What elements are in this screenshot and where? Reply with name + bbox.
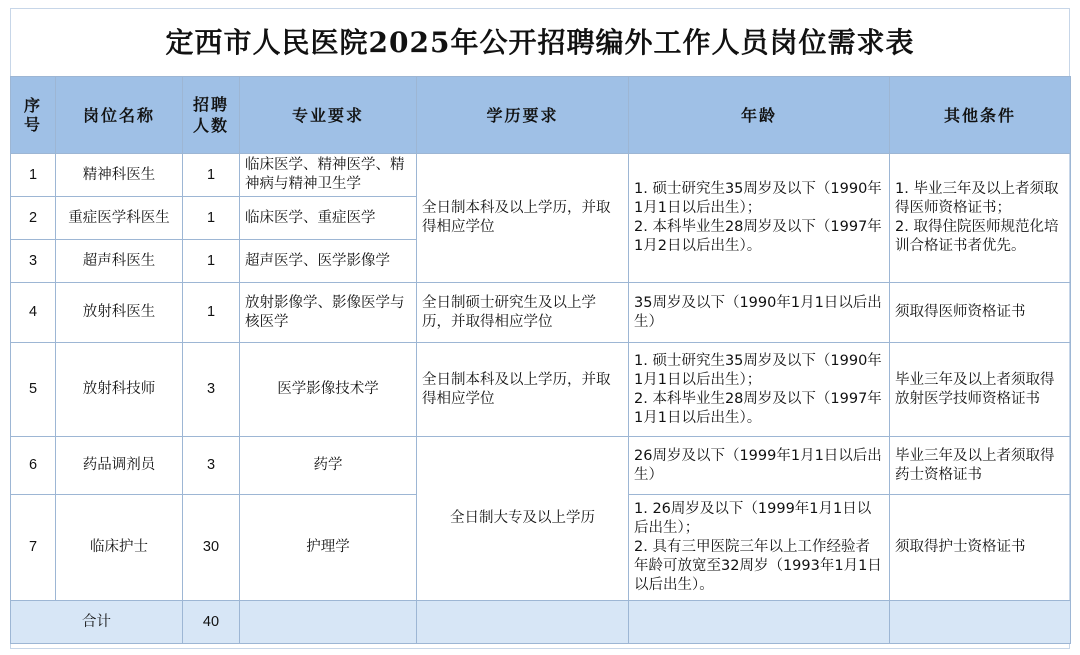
cell-position: 药品调剂员 — [56, 437, 183, 495]
cell-other: 须取得医师资格证书 — [890, 283, 1071, 343]
cell-age: 26周岁及以下（1999年1月1日以后出生） — [629, 437, 890, 495]
cell-count: 1 — [183, 197, 240, 240]
total-empty-cell — [629, 601, 890, 644]
header-major: 专业要求 — [240, 77, 417, 154]
total-empty-cell — [890, 601, 1071, 644]
cell-education: 全日制硕士研究生及以上学历，并取得相应学位 — [417, 283, 629, 343]
cell-position: 放射科医生 — [56, 283, 183, 343]
header-count-line2: 人数 — [192, 116, 229, 135]
cell-other: 毕业三年及以上者须取得放射医学技师资格证书 — [890, 343, 1071, 437]
table-row — [11, 154, 1071, 197]
cell-count: 1 — [183, 154, 240, 197]
cell-major: 药学 — [240, 437, 417, 495]
cell-education: 全日制本科及以上学历，并取得相应学位 — [417, 154, 629, 283]
header-other: 其他条件 — [890, 77, 1071, 154]
cell-position: 精神科医生 — [56, 154, 183, 197]
total-empty-cell — [417, 601, 629, 644]
cell-other: 毕业三年及以上者须取得药士资格证书 — [890, 437, 1071, 495]
cell-age: 1. 硕士研究生35周岁及以下（1990年1月1日以后出生）； 2. 本科毕业生28周岁及以下（1997年1月1日以后出生）。 — [629, 343, 890, 437]
cell-count: 3 — [183, 437, 240, 495]
cell-other: 1. 毕业三年及以上者须取得医师资格证书； 2. 取得住院医师规范化培训合格证书者优先。 — [890, 154, 1071, 283]
page-title: 定西市人民医院2025年公开招聘编外工作人员岗位需求表 — [165, 26, 915, 59]
total-empty-cell — [240, 601, 417, 644]
table-header-row — [11, 77, 1071, 154]
cell-seq: 2 — [11, 197, 56, 240]
cell-seq: 5 — [11, 343, 56, 437]
cell-major: 临床医学、重症医学 — [240, 197, 417, 240]
cell-age: 35周岁及以下（1990年1月1日以后出生） — [629, 283, 890, 343]
cell-position: 放射科技师 — [56, 343, 183, 437]
cell-seq: 3 — [11, 240, 56, 283]
cell-position: 超声科医生 — [56, 240, 183, 283]
total-count: 40 — [183, 601, 240, 644]
header-count — [183, 77, 240, 154]
cell-other: 须取得护士资格证书 — [890, 495, 1071, 601]
cell-seq: 1 — [11, 154, 56, 197]
header-education: 学历要求 — [417, 77, 629, 154]
table-row — [11, 283, 1071, 343]
cell-position: 临床护士 — [56, 495, 183, 601]
cell-education: 全日制大专及以上学历 — [417, 437, 629, 601]
header-seq: 序号 — [11, 77, 56, 154]
job-requirements-table — [10, 76, 1071, 644]
header-age: 年龄 — [629, 77, 890, 154]
total-row — [11, 601, 1071, 644]
cell-count: 1 — [183, 240, 240, 283]
cell-seq: 7 — [11, 495, 56, 601]
cell-count: 3 — [183, 343, 240, 437]
cell-major: 放射影像学、影像医学与核医学 — [240, 283, 417, 343]
total-label: 合计 — [11, 601, 183, 644]
cell-seq: 4 — [11, 283, 56, 343]
cell-age: 1. 26周岁及以下（1999年1月1日以后出生）； 2. 具有三甲医院三年以上工作经验者年龄可放宽至32周岁（1993年1月1日以后出生）。 — [629, 495, 890, 601]
cell-major: 超声医学、医学影像学 — [240, 240, 417, 283]
cell-education: 全日制本科及以上学历，并取得相应学位 — [417, 343, 629, 437]
cell-seq: 6 — [11, 437, 56, 495]
cell-count: 30 — [183, 495, 240, 601]
cell-age: 1. 硕士研究生35周岁及以下（1990年1月1日以后出生）； 2. 本科毕业生28周岁及以下（1997年1月2日以后出生）。 — [629, 154, 890, 283]
cell-major: 临床医学、精神医学、精神病与精神卫生学 — [240, 154, 417, 197]
header-count-line1: 招聘 — [192, 95, 229, 114]
table-row — [11, 437, 1071, 495]
cell-position: 重症医学科医生 — [56, 197, 183, 240]
header-position: 岗位名称 — [56, 77, 183, 154]
cell-major: 医学影像技术学 — [240, 343, 417, 437]
cell-count: 1 — [183, 283, 240, 343]
cell-major: 护理学 — [240, 495, 417, 601]
table-row — [11, 343, 1071, 437]
